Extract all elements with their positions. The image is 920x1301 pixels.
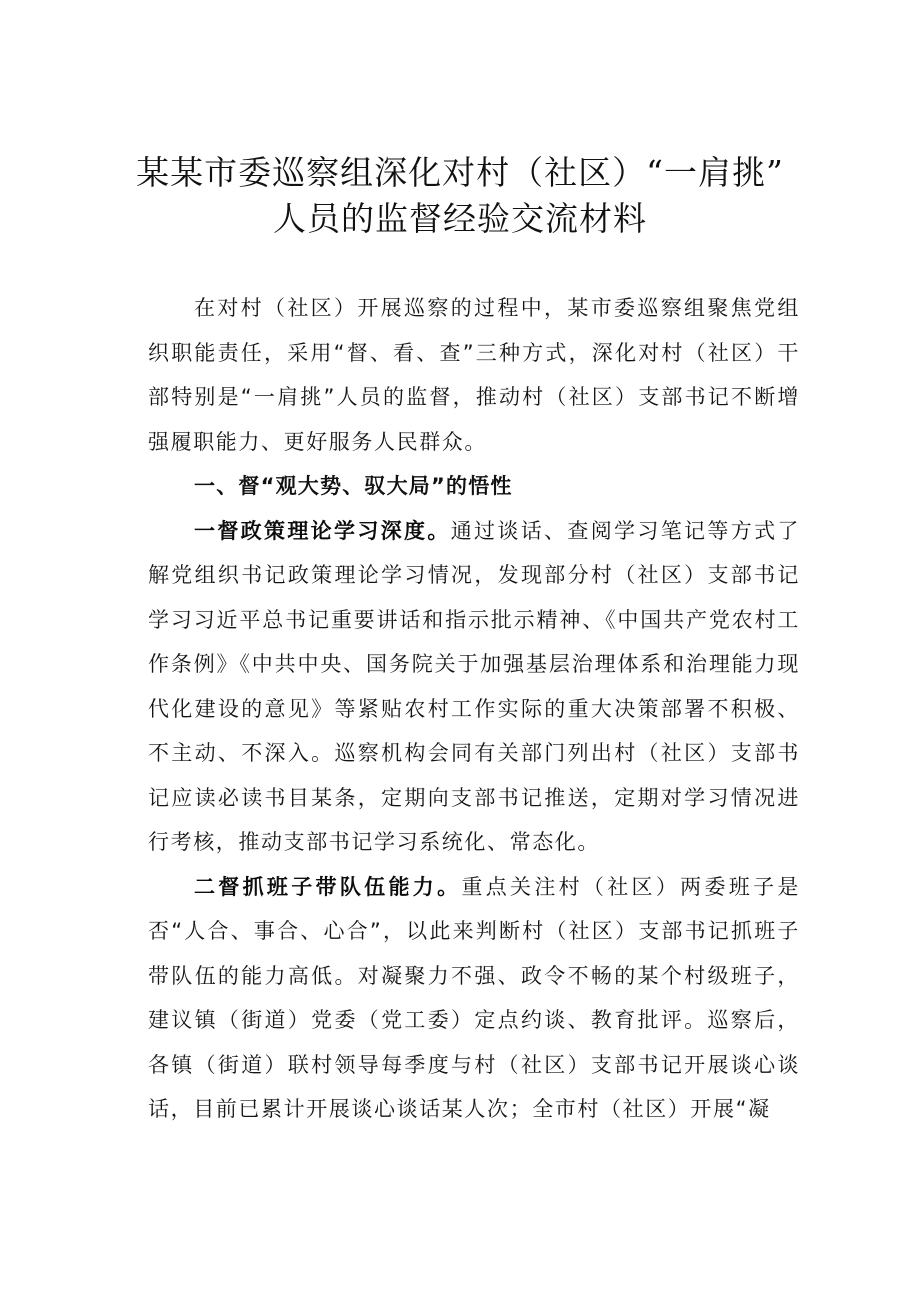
- item-lead-1: 一督政策理论学习深度。: [194, 518, 451, 543]
- item-text-1: 通过谈话、查阅学习笔记等方式了解党组织书记政策理论学习情况，发现部分村（社区）支部书记学习习近平总书记重要讲话和指示批示精神、《中国共产党农村工作条例》《中共中央、国务院关于加强基层治理体系和治理能力现代化建设的意见》等紧贴农村工作实际的重大决策部署不积极、不主动、不深入。巡察机构会同有关部门列出村（社区）支部书记应读必读书目某条，定期向支部书记推送，定期对学习情况进行考核，推动支部书记学习系统化、常态化。: [148, 518, 801, 854]
- item-paragraph-2: [148, 865, 800, 1132]
- title-line-2: 人员的监督经验交流材料: [273, 199, 647, 238]
- document-title: [120, 150, 800, 242]
- item-lead-2: 二督抓班子带队伍能力。: [194, 874, 462, 899]
- title-line-1: 某某市委巡察组深化对村（社区）“一肩挑”: [136, 153, 784, 192]
- section-heading: 一、督“观大势、驭大局”的悟性: [194, 474, 513, 498]
- item-text-2: 重点关注村（社区）两委班子是否“人合、事合、心合”，以此来判断村（社区）支部书记抓班子带队伍的能力高低。对凝聚力不强、政令不畅的某个村级班子，建议镇（街道）党委（党工委）定点约谈、教育批评。巡察后，各镇（街道）联村领导每季度与村（社区）支部书记开展谈心谈话，目前已累计开展谈心谈话某人次；全市村（社区）开展“凝: [148, 874, 800, 1121]
- intro-paragraph: 在对村（社区）开展巡察的过程中，某市委巡察组聚焦党组织职能责任，采用“督、看、查”三种方式，深化对村（社区）干部特别是“一肩挑”人员的监督，推动村（社区）支部书记不断增强履职能力、更好服务人民群众。: [148, 296, 800, 454]
- document-body: [148, 286, 800, 1132]
- item-paragraph-1: [148, 509, 800, 865]
